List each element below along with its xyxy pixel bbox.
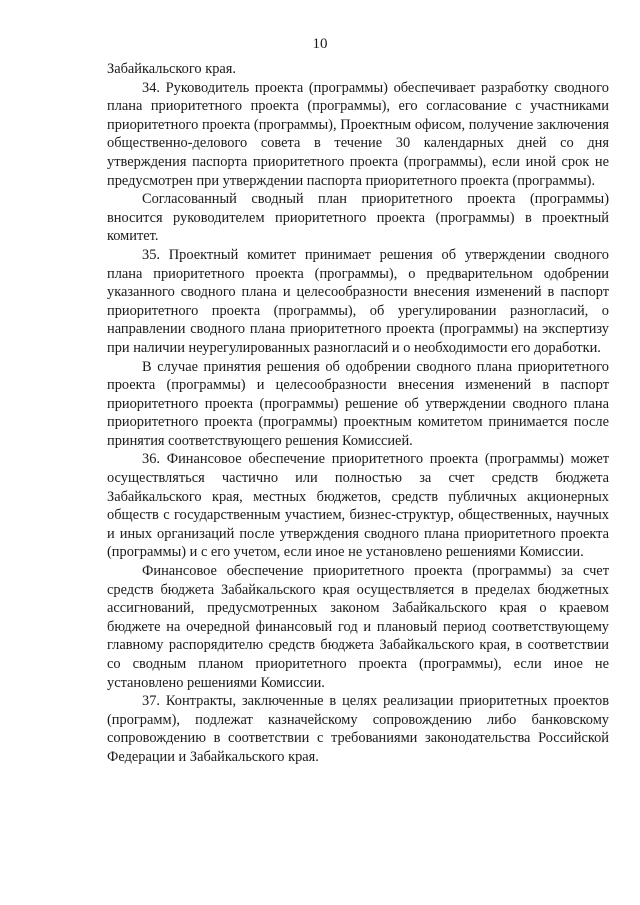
- paragraph-item-36: 36. Финансовое обеспечение приоритетного проекта (программы) может осуществляться частично или полностью за счет средств бюджета Забайкальского края, местных бюджетов, средств публичных акционерных обществ с государственным участием, бизнес-структур, общественных, научных и иных организаций после утверждения сводного плана приоритетного проекта (программы) и с его учетом, если иное не установлено решениями Комиссии.: [107, 451, 609, 561]
- paragraph-approved-plan: Согласованный сводный план приоритетного проекта (программы) вносится руководителем приоритетного проекта (программы) в проектный комитет.: [107, 191, 609, 245]
- paragraph-item-34: 34. Руководитель проекта (программы) обеспечивает разработку сводного плана приоритетного проекта (программы), его согласование с участниками приоритетного проекта (программы), Проектным офисом, получение заключения общественно-делового совета в течение 30 календарных дней со дня утверждения паспорта приоритетного проекта (программы), если иной срок не предусмотрен при утверждении паспорта приоритетного проекта (программы).: [107, 79, 609, 189]
- paragraph-item-37: 37. Контракты, заключенные в целях реализации приоритетных проектов (программ), подлежат казначейскому сопровождению либо банковскому сопровождению в соответствии с требованиями законодательства Российской Федерации и Забайкальского края.: [107, 693, 609, 765]
- paragraph-continuation: Забайкальского края.: [107, 61, 237, 77]
- paragraph-approval-case: В случае принятия решения об одобрении сводного плана приоритетного проекта (программы) и целесообразности внесения изменений в паспорт приоритетного проекта (программы) решение об утверждении сводного плана приоритетного проекта (программы) проектным комитетом принимается после принятия соответствующего решения Комиссией.: [107, 358, 609, 449]
- paragraph-regional-funding: Финансовое обеспечение приоритетного проекта (программы) за счет средств бюджета Забайкальского края осуществляется в пределах бюджетных ассигнований, предусмотренных законом Забайкальского края о краевом бюджете на очередной финансовый год и плановый период соответствующему главному распорядителю средств бюджета Забайкальского края, в соответствии со сводным планом приоритетного проекта (программы), если иное не установлено решениями Комиссии.: [107, 563, 609, 691]
- page-number: 10: [312, 36, 328, 52]
- document-body: [107, 60, 609, 767]
- paragraph-item-35: 35. Проектный комитет принимает решения об утверждении сводного плана приоритетного проекта (программы), о предварительном одобрении указанного сводного плана и целесообразности внесения изменений в паспорт приоритетного проекта (программы), об урегулировании разногласий, о направлении сводного плана приоритетного проекта (программы) на экспертизу при наличии неурегулированных разногласий и о необходимости его доработки.: [107, 246, 609, 356]
